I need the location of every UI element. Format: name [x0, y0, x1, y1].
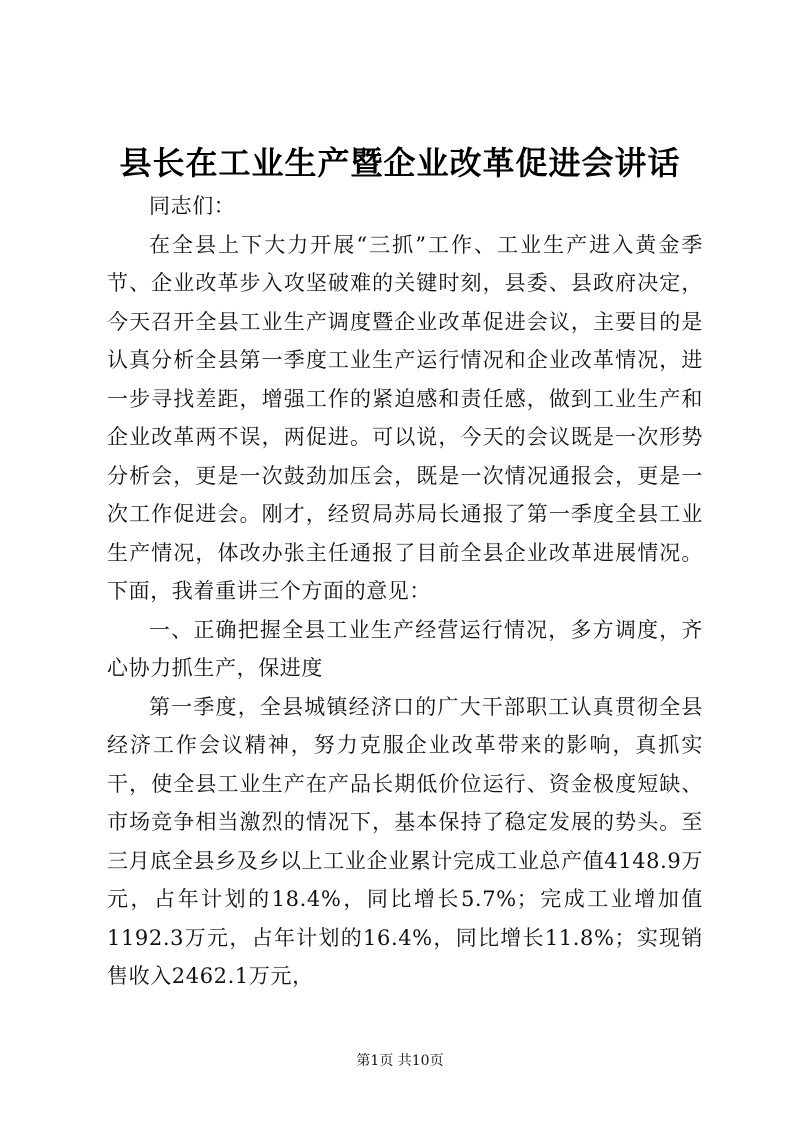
paragraph-first-quarter: 第一季度，全县城镇经济口的广大干部职工认真贯彻全县经济工作会议精神，努力克服企业改革带来的影响，真抓实干，使全县工业生产在产品长期低价位运行、资金极度短缺、市场竞争相当激烈的情况下，基本保持了稳定发展的势头。至三月底全县乡及乡以上工业企业累计完成工业总产值4148.9万元，占年计划的18.4%，同比增长5.7%；完成工业增加值1192.3万元，占年计划的16.4%，同比增长11.8%；实现销售收入2462.1万元， — [107, 694, 703, 988]
document-body — [107, 187, 703, 996]
paragraph-salutation: 同志们： — [149, 194, 236, 218]
paragraph-intro: 在全县上下大力开展“三抓”工作、工业生产进入黄金季节、企业改革步入攻坚破难的关键时刻，县委、县政府决定，今天召开全县工业生产调度暨企业改革促进会议，主要目的是认真分析全县第一季度工业生产运行情况和企业改革情况，进一步寻找差距，增强工作的紧迫感和责任感，做到工业生产和企业改革两不误，两促进。可以说，今天的会议既是一次形势分析会，更是一次鼓劲加压会，既是一次情况通报会，更是一次工作促进会。刚才，经贸局苏局长通报了第一季度全县工业生产情况，体改办张主任通报了目前全县企业改革进展情况。下面，我着重讲三个方面的意见： — [107, 232, 703, 603]
document-title: 县长在工业生产暨企业改革促进会讲话 — [119, 144, 681, 182]
section-heading-1: 一、正确把握全县工业生产经营运行情况，多方调度，齐心协力抓生产，保进度 — [107, 617, 703, 680]
page-footer: 第1页 共10页 — [356, 1053, 444, 1069]
